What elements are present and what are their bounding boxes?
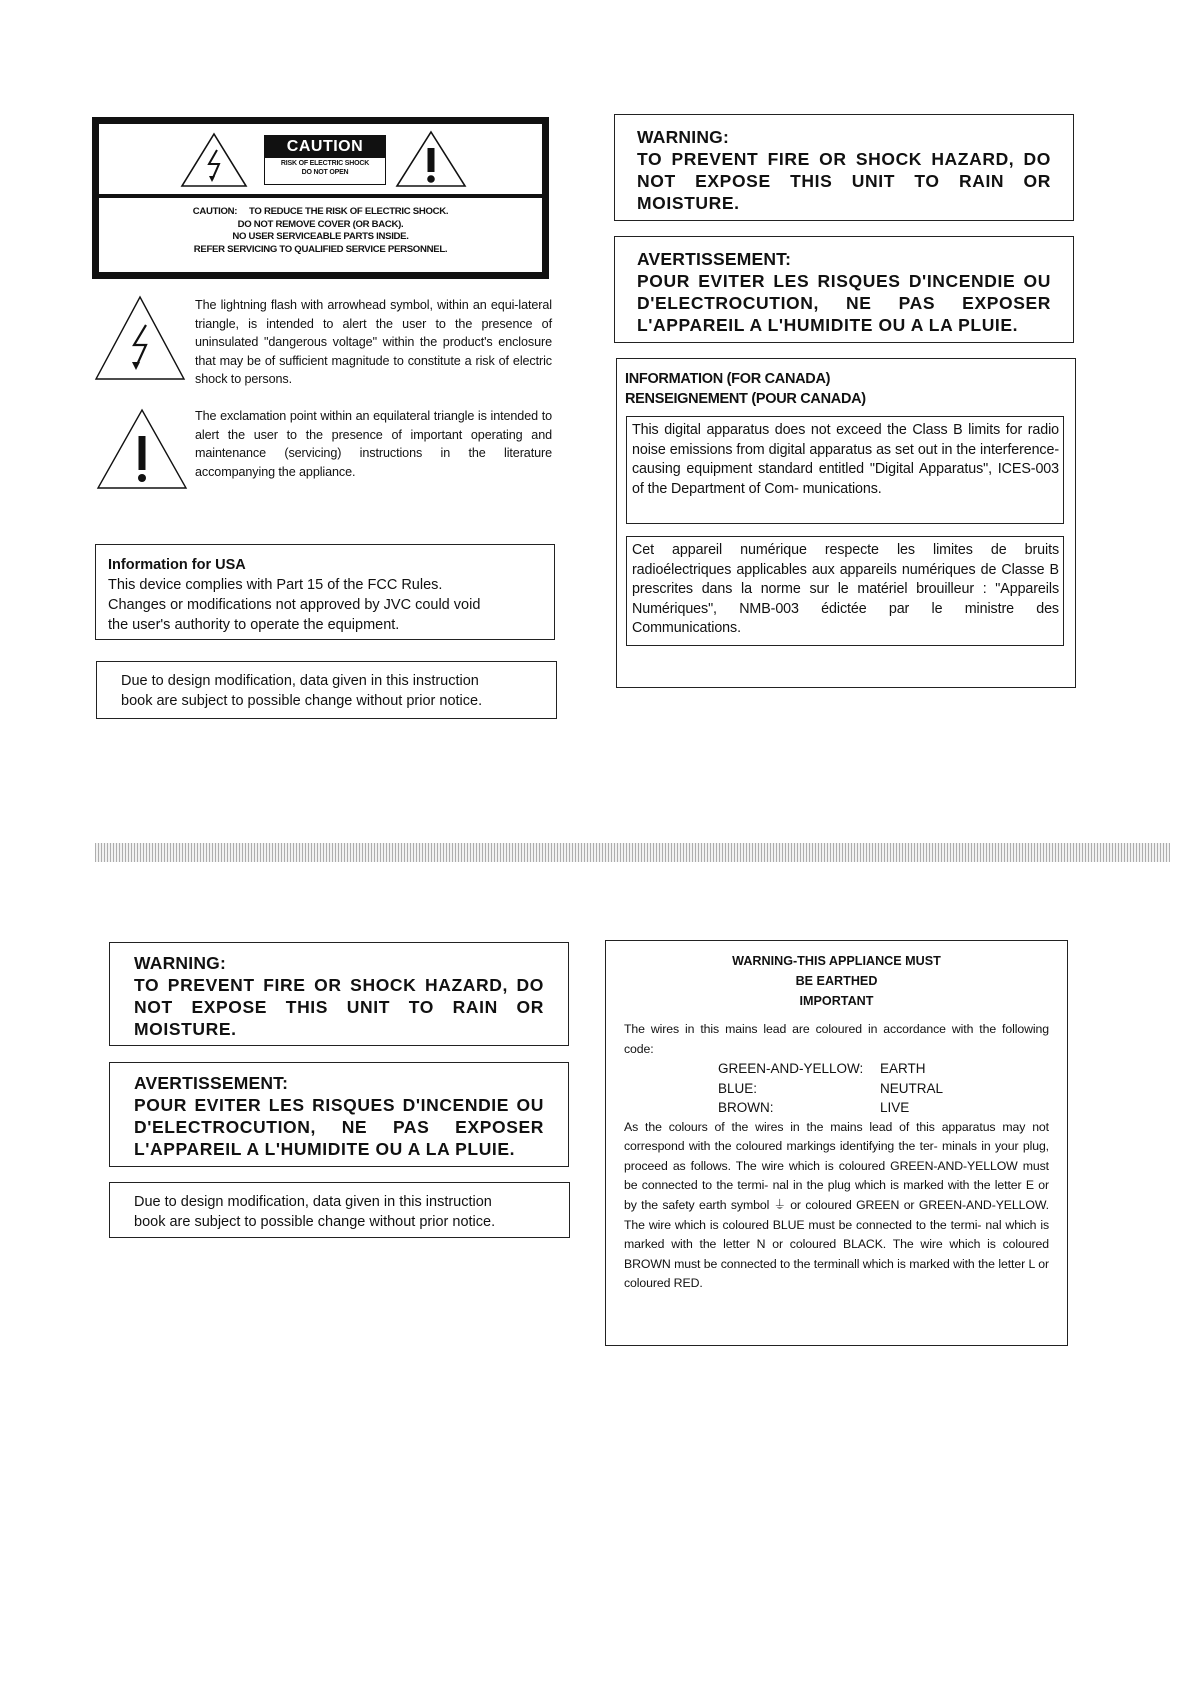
page-divider bbox=[95, 843, 1170, 862]
canada-info-french-box bbox=[626, 536, 1064, 646]
caution-badge bbox=[264, 135, 386, 185]
warning-en-body: TO PREVENT FIRE OR SHOCK HAZARD, DO NOT EXPOSE THIS UNIT TO RAIN OR MOISTURE. bbox=[134, 975, 544, 1039]
lightning-symbol-explanation: The lightning flash with arrowhead symbol, within an equi-lateral triangle, is intended to alert the user to the presence of uninsulated "dangerous voltage" within the product's enclosure that may be of sufficient magnitude to constitute a risk of electric shock to persons. bbox=[195, 298, 552, 386]
wire-colour: GREEN-AND-YELLOW: bbox=[718, 1061, 864, 1077]
usa-info-line-1: This device complies with Part 15 of the FCC Rules. bbox=[108, 577, 443, 593]
warning-en-box-top bbox=[614, 114, 1074, 221]
wire-code-row bbox=[718, 1059, 1049, 1079]
earthing-heading-2: BE EARTHED bbox=[795, 974, 878, 988]
usa-info-line-2: Changes or modifications not approved by JVC could void bbox=[108, 597, 481, 613]
earthing-heading-1: WARNING-THIS APPLIANCE MUST bbox=[732, 954, 941, 968]
warning-fr-heading: AVERTISSEMENT: bbox=[134, 1073, 289, 1093]
caution-label-header bbox=[99, 124, 542, 198]
lightning-warning-icon bbox=[179, 132, 249, 188]
canada-info-french-text: Cet appareil numérique respecte les limites de bruits radioélectriques applicables aux appareils numériques de Classe B prescrites dans la norme sur le matériel brouilleur : "Appareils Numériques", NMB-003 édictée par le ministre des Communications. bbox=[632, 542, 1059, 636]
wire-code-row bbox=[718, 1079, 1049, 1099]
warning-fr-box-top bbox=[614, 236, 1074, 343]
canada-info-titles bbox=[625, 369, 866, 409]
warning-fr-heading: AVERTISSEMENT: bbox=[637, 249, 792, 269]
wire-meaning: LIVE bbox=[880, 1100, 910, 1116]
design-notice-box-top bbox=[96, 661, 557, 719]
caution-badge-line2: DO NOT OPEN bbox=[301, 169, 349, 176]
exclamation-warning-icon bbox=[395, 130, 467, 188]
wire-colour-code-table bbox=[718, 1059, 1049, 1118]
canada-info-box bbox=[616, 358, 1076, 688]
warning-fr-box-bottom bbox=[109, 1062, 569, 1167]
exclamation-triangle-icon bbox=[96, 408, 188, 490]
design-notice-line-2: book are subject to possible change without prior notice. bbox=[121, 693, 483, 709]
warning-en-heading: WARNING: bbox=[134, 953, 227, 973]
wire-meaning: NEUTRAL bbox=[880, 1080, 944, 1096]
usa-info-box bbox=[95, 544, 555, 640]
wire-code-row bbox=[718, 1098, 1049, 1118]
design-notice-line-1: Due to design modification, data given in this instruction bbox=[134, 1194, 492, 1210]
caution-line-1: CAUTION: TO REDUCE THE RISK OF ELECTRIC SHOCK. bbox=[192, 206, 449, 217]
usa-info-title: Information for USA bbox=[108, 557, 246, 573]
wire-meaning: EARTH bbox=[880, 1061, 926, 1077]
earthing-instructions: As the colours of the wires in the mains lead of this apparatus may not correspond with the coloured markings identifying the ter- minals in your plug, proceed as follows. The wire which is coloured GREEN-AND-YELLOW must be connected to the termi- nal in the plug which is marked with the letter E or by the safety earth symbol ⏚ or coloured GREEN or GREEN-AND-YELLOW. The wire which is coloured BLUE must be connected to the termi- nal which is marked with the letter N or coloured BLACK. The wire which is coloured BROWN must be connected to the terminall which is marked with the letter L or coloured RED. bbox=[624, 1119, 1049, 1291]
canada-info-title-1: INFORMATION (FOR CANADA) bbox=[625, 371, 831, 387]
earthing-warning-box bbox=[605, 940, 1068, 1346]
caution-label bbox=[92, 117, 549, 279]
earthing-heading-3: IMPORTANT bbox=[799, 994, 874, 1008]
warning-fr-body: POUR EVITER LES RISQUES D'INCENDIE OU D'ELECTROCUTION, NE PAS EXPOSER L'APPAREIL A L'HUMIDITE OU A LA PLUIE. bbox=[637, 271, 1051, 335]
caution-label-text bbox=[99, 206, 542, 256]
warning-en-body: TO PREVENT FIRE OR SHOCK HAZARD, DO NOT EXPOSE THIS UNIT TO RAIN OR MOISTURE. bbox=[637, 149, 1051, 213]
caution-badge-line1: RISK OF ELECTRIC SHOCK bbox=[280, 160, 370, 167]
wire-colour: BLUE: bbox=[718, 1080, 758, 1096]
warning-en-heading: WARNING: bbox=[637, 127, 730, 147]
lightning-triangle-icon bbox=[94, 295, 186, 381]
caution-line-3: NO USER SERVICEABLE PARTS INSIDE. bbox=[232, 231, 409, 243]
warning-en-box-bottom bbox=[109, 942, 569, 1046]
caution-badge-title: CAUTION bbox=[265, 136, 385, 158]
design-notice-line-2: book are subject to possible change without prior notice. bbox=[134, 1214, 496, 1230]
canada-info-english-box bbox=[626, 416, 1064, 524]
exclamation-symbol-explanation: The exclamation point within an equilateral triangle is intended to alert the user to the presence of important operating and maintenance (servicing) instructions in the literature accompanying the appliance. bbox=[195, 409, 552, 479]
warning-fr-body: POUR EVITER LES RISQUES D'INCENDIE OU D'ELECTROCUTION, NE PAS EXPOSER L'APPAREIL A L'HUMIDITE OU A LA PLUIE. bbox=[134, 1095, 544, 1159]
caution-line-2: DO NOT REMOVE COVER (OR BACK). bbox=[237, 218, 404, 230]
earthing-intro: The wires in this mains lead are coloured in accordance with the following code: bbox=[624, 1022, 1049, 1056]
canada-info-english-text: This digital apparatus does not exceed the Class B limits for radio noise emissions from digital apparatus as set out in the interference-causing equipment standard entitled "Digital Apparatus", ICES-003 of the Department of Com- munications. bbox=[632, 422, 1059, 497]
caution-line-4: REFER SERVICING TO QUALIFIED SERVICE PERSONNEL. bbox=[193, 243, 448, 255]
design-notice-box-bottom bbox=[109, 1182, 570, 1238]
usa-info-line-3: the user's authority to operate the equipment. bbox=[108, 617, 400, 633]
canada-info-title-2: RENSEIGNEMENT (POUR CANADA) bbox=[625, 391, 866, 407]
wire-colour: BROWN: bbox=[718, 1100, 774, 1116]
design-notice-line-1: Due to design modification, data given in this instruction bbox=[121, 673, 479, 689]
